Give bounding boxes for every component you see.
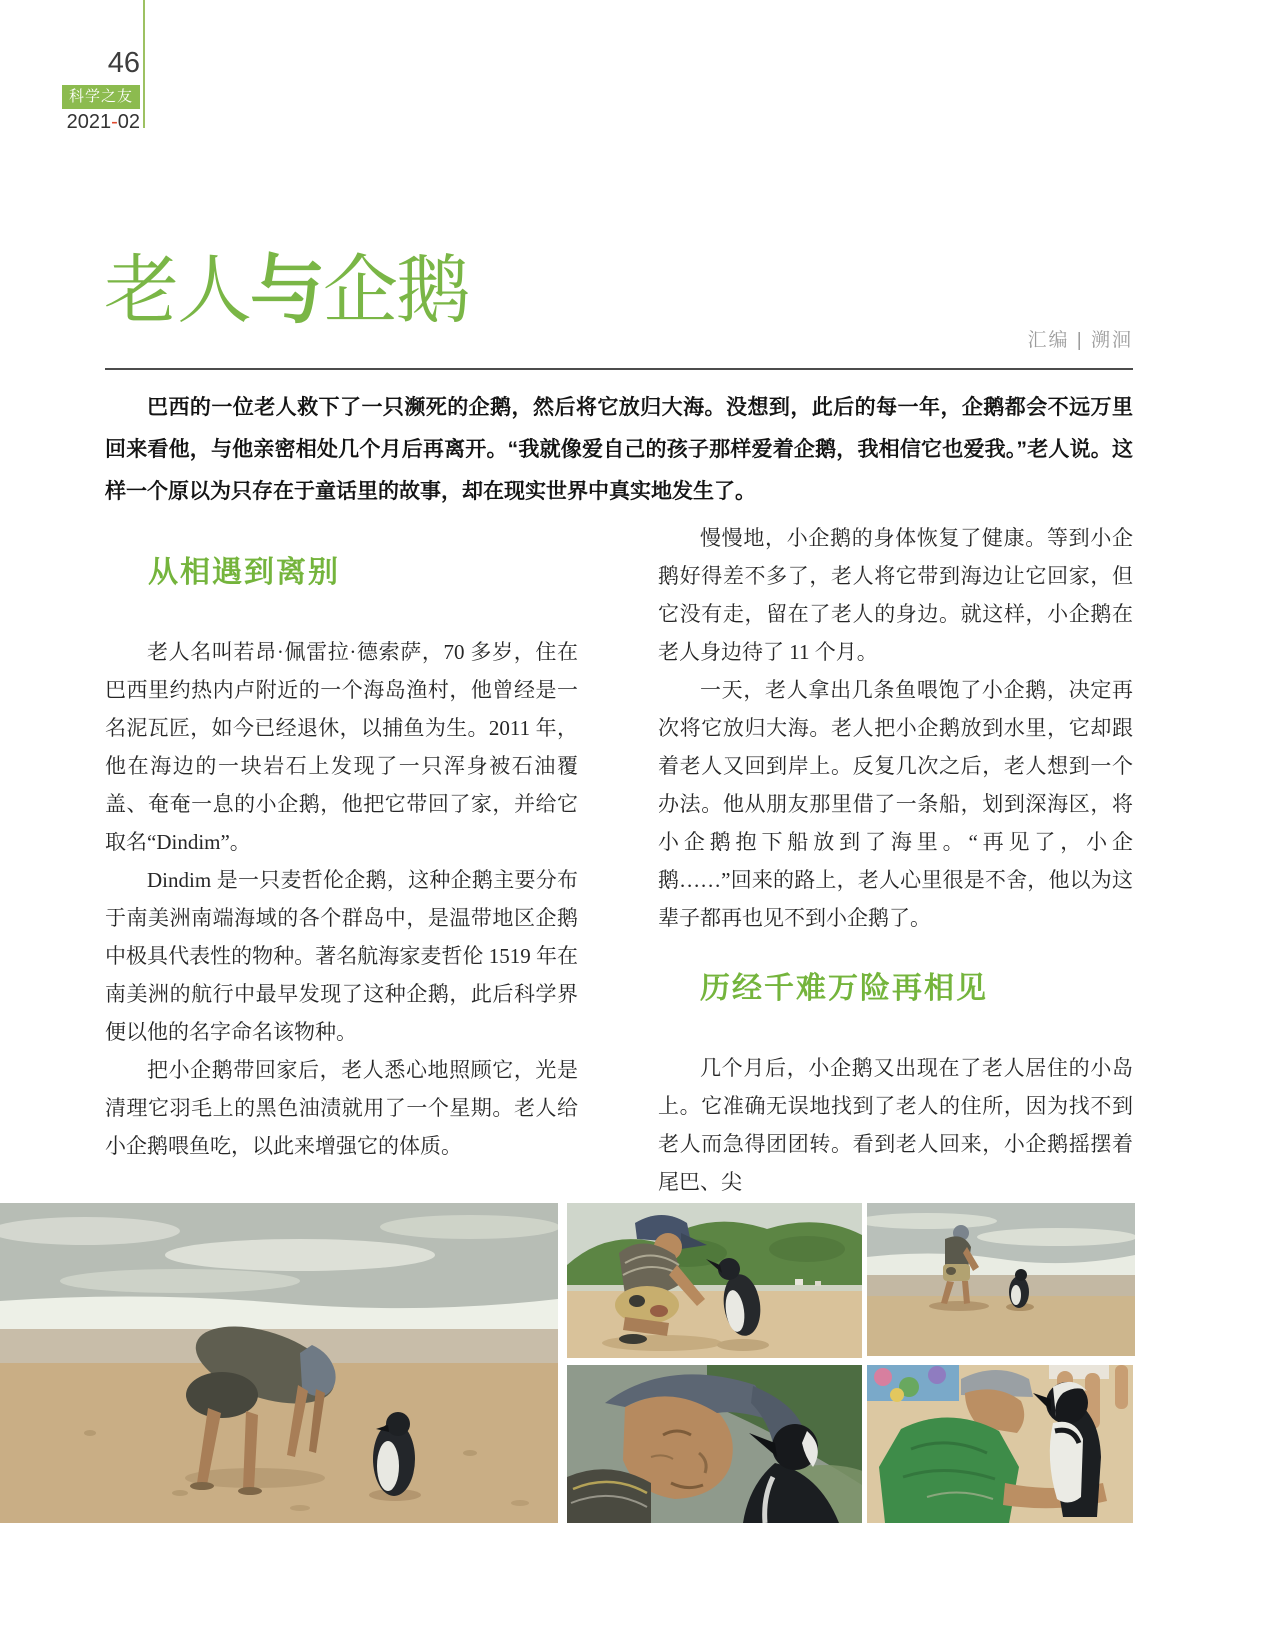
right-paragraph-3: 几个月后，小企鹅又出现在了老人居住的小岛上。它准确无误地找到了老人的住所，因为找不到老人而急得团团转。看到老人回来，小企鹅摇摆着尾巴、尖 [658, 1056, 1133, 1194]
photo-face-closeup [567, 1365, 862, 1523]
title-part-1: 老人 [104, 248, 251, 332]
header-meta [0, 0, 140, 132]
right-paragraph-2: 一天，老人拿出几条鱼喂饱了小企鹅，决定再次将它放归大海。老人把小企鹅放到水里，它却跟着老人又回到岸上。反复几次之后，老人想到一个办法。他从朋友那里借了一条船，划到深海区，将小企鹅抱下船放到了海里。“再见了，小企鹅……”回来的路上，老人心里很是不舍，他以为这辈子都再也见不到小企鹅了。 [658, 678, 1133, 930]
section-heading-1: 从相遇到离别 [148, 556, 340, 589]
photo-face-closeup-art [567, 1365, 862, 1523]
magazine-name-badge: 科学之友 [62, 85, 140, 109]
photo-walk-beach-art [867, 1203, 1135, 1356]
page-number: 46 [107, 47, 140, 79]
left-paragraph-1: 老人名叫若昂·佩雷拉·德索萨，70 多岁，住在巴西里约热内卢附近的一个海岛渔村，他曾经是一名泥瓦匠，如今已经退休，以捕鱼为生。2011 年，他在海边的一块岩石上发现了一只浑身被石油覆盖、奄奄一息的小企鹅，他把它带回了家，并给它取名“Dindim”。 [105, 640, 578, 854]
sea-and-foam [867, 1203, 1135, 1282]
sea-and-foam [0, 1203, 558, 1339]
photo-large-beach-art [0, 1203, 558, 1523]
photo-hold-penguin-art [867, 1365, 1133, 1523]
photo-crouch-kiss-art [567, 1203, 862, 1358]
sand [867, 1296, 1135, 1356]
photo-hold-penguin [867, 1365, 1133, 1523]
issue-year: 2021 [66, 111, 112, 133]
left-paragraph-2: Dindim 是一只麦哲伦企鹅，这种企鹅主要分布于南美洲南端海域的各个群岛中，是温带地区企鹅中极具代表性的物种。著名航海家麦哲伦 1519 年在南美洲的航行中最早发现了这种企鹅，此后科学界便以他的名字命名该物种。 [105, 868, 578, 1044]
issue-separator: - [111, 111, 118, 133]
sand [567, 1291, 862, 1358]
byline: 汇编 | 溯洄 [1027, 330, 1133, 351]
title-part-2: 企鹅 [323, 248, 470, 332]
wet-sand [867, 1275, 1135, 1299]
header-vertical-rule [143, 0, 145, 128]
title-divider-rule [105, 368, 1133, 370]
left-column [105, 633, 578, 1165]
left-paragraph-3: 把小企鹅带回家后，老人悉心地照顾它，光是清理它羽毛上的黑色油渍就用了一个星期。老人给小企鹅喂鱼吃，以此来增强它的体质。 [105, 1058, 578, 1158]
photo-large-beach [0, 1203, 558, 1523]
section-heading-2: 历经千难万险再相见 [700, 972, 988, 1005]
right-paragraph-1: 慢慢地，小企鹅的身体恢复了健康。等到小企鹅好得差不多了，老人将它带到海边让它回家，但它没有走，留在了老人的身边。就这样，小企鹅在老人身边待了 11 个月。 [658, 526, 1133, 664]
issue-month: 02 [117, 111, 140, 133]
photo-crouch-kiss [567, 1203, 862, 1358]
right-column-top [658, 519, 1133, 937]
issue-date [0, 112, 140, 132]
intro-paragraph: 巴西的一位老人救下了一只濒死的企鹅，然后将它放归大海。没想到，此后的每一年，企鹅都会不远万里回来看他，与他亲密相处几个月后再离开。“我就像爱自己的孩子那样爱着企鹅，我相信它也爱我。”老人说。这样一个原以为只存在于童话里的故事，却在现实世界中真实地发生了。 [105, 396, 1133, 503]
article-title [104, 250, 469, 331]
photo-walk-beach [867, 1203, 1135, 1356]
magazine-badge-wrap [0, 78, 140, 109]
title-conjunction: 与 [250, 248, 324, 332]
right-column-bottom [658, 1049, 1133, 1201]
